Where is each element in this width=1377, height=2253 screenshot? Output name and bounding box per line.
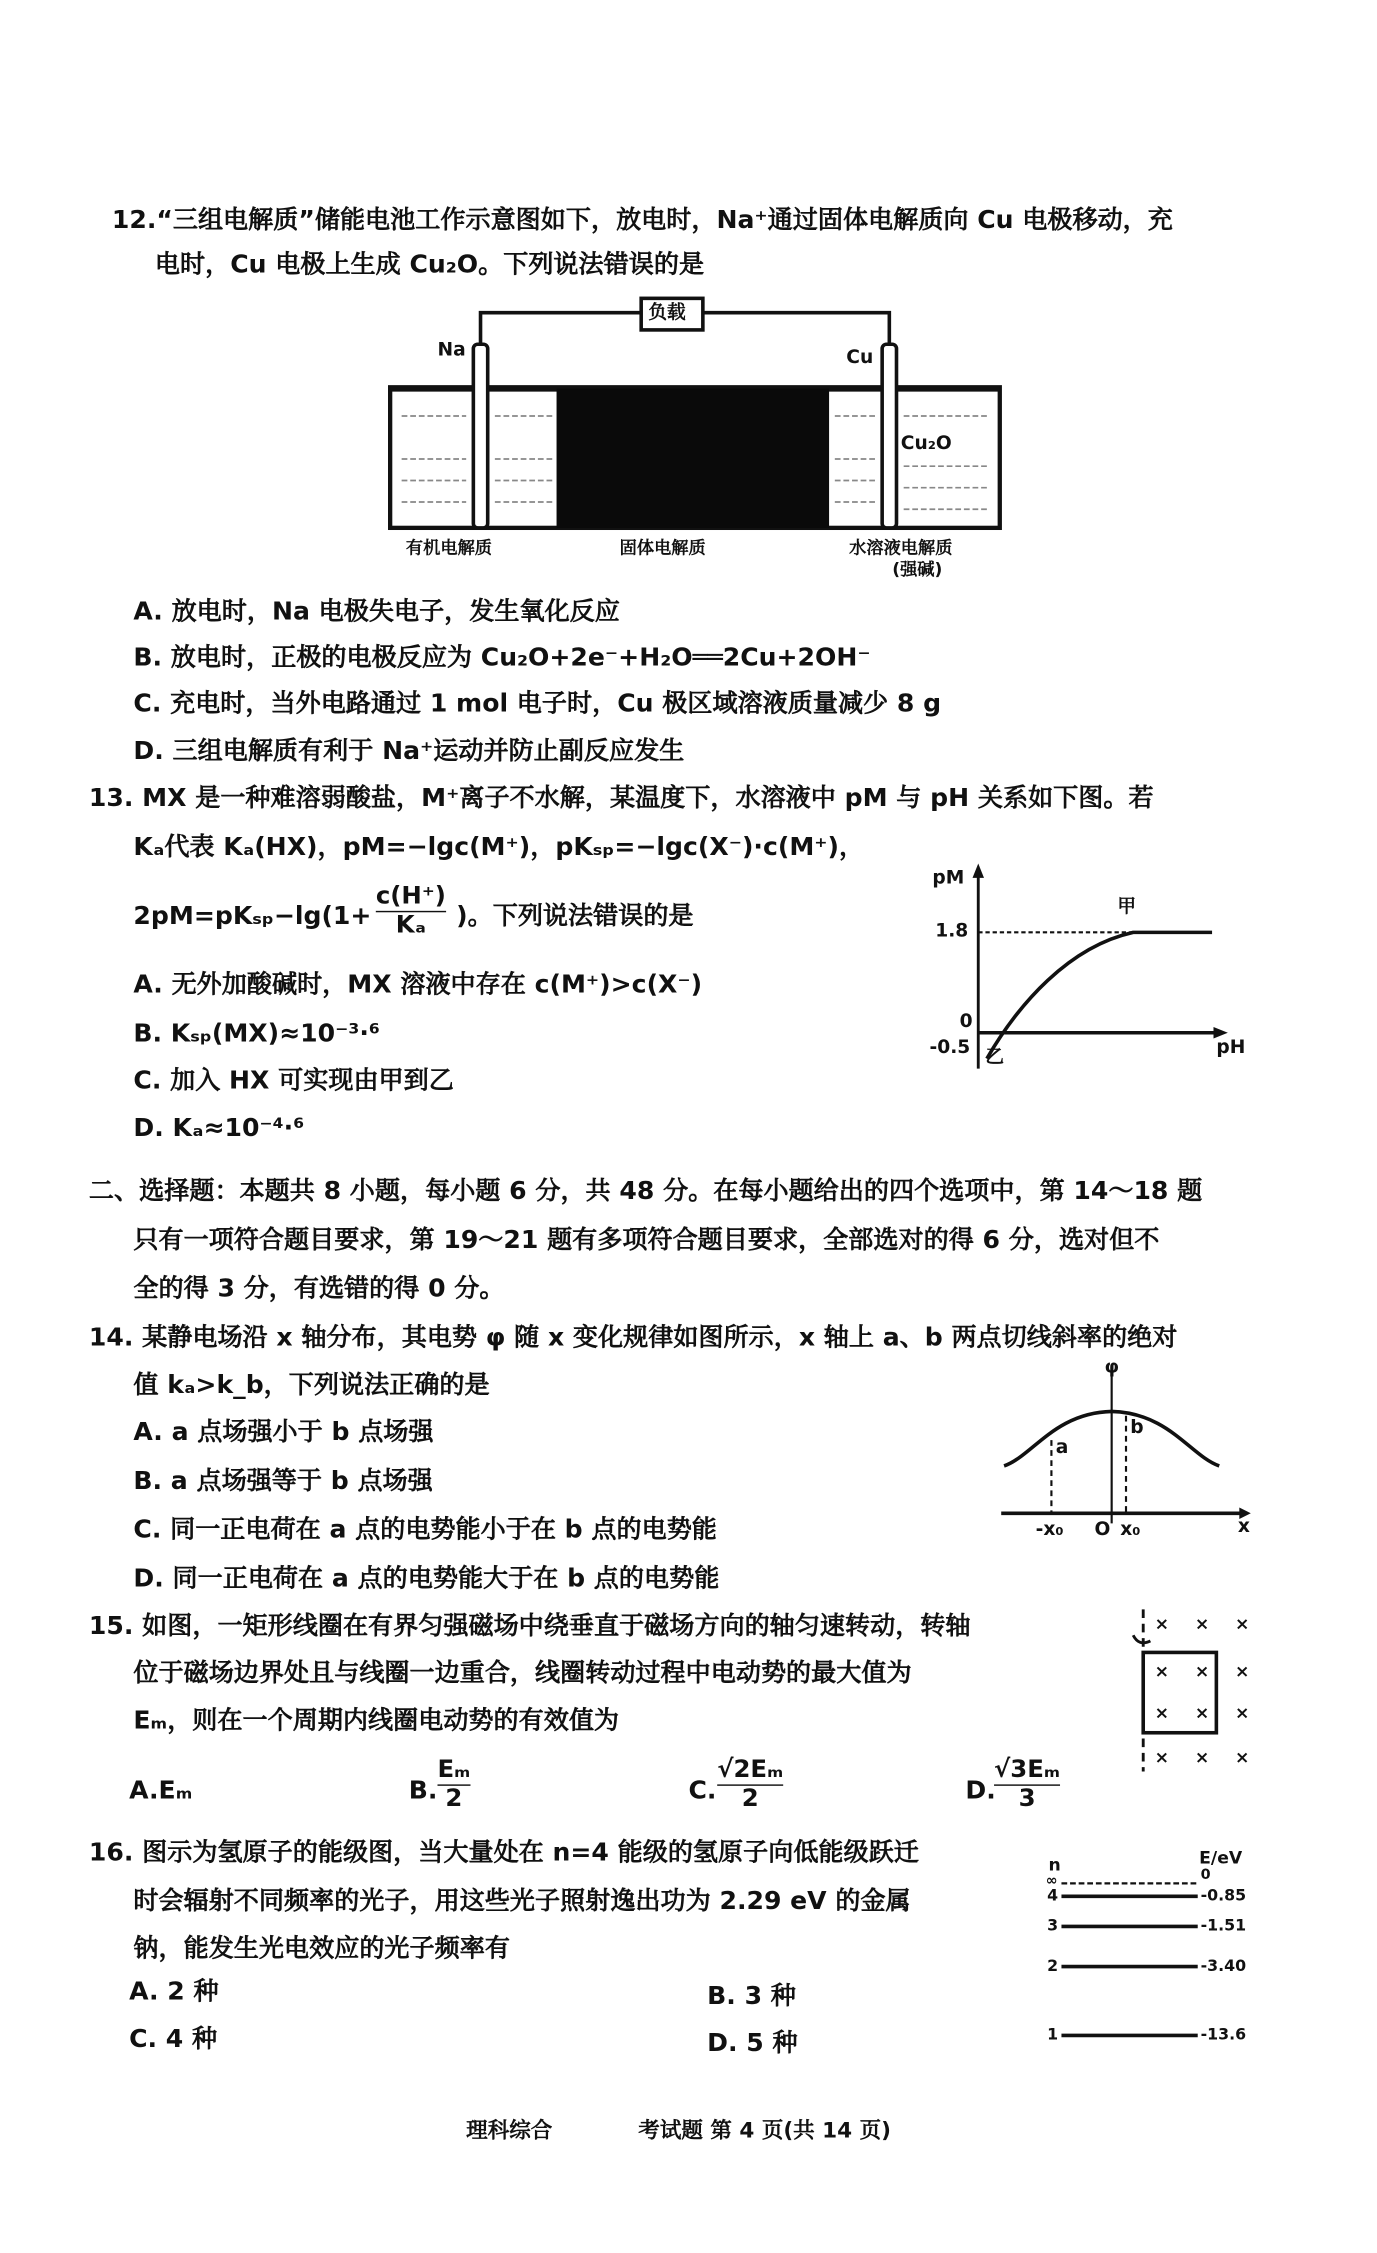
level-n-1: 1: [1047, 2025, 1059, 2045]
svg-text:×: ×: [1154, 1703, 1170, 1724]
q13-formula-post: )。下列说法错误的是: [456, 902, 694, 931]
svg-text:×: ×: [1154, 1614, 1170, 1635]
level-e-4: -0.85: [1200, 1886, 1247, 1905]
section2-line2: 只有一项符合题目要求，第 19～21 题有多项符合题目要求，全部选对的得 6 分，选对但不: [133, 1226, 1160, 1256]
q12-option-c: C. 充电时，当外电路通过 1 mol 电子时，Cu 极区域溶液质量减少 8 g: [133, 689, 942, 719]
q16-stem-line2: 时会辐射不同频率的光子，用这些光子照射逸出功为 2.29 eV 的金属: [133, 1887, 911, 1917]
cu-label: Cu: [846, 347, 874, 369]
svg-text:×: ×: [1194, 1747, 1210, 1768]
q16-option-d: D. 5 种: [707, 2029, 798, 2059]
section2-line1: 二、选择题：本题共 8 小题，每小题 6 分，共 48 分。在每小题给出的四个选项中，第 14～18 题: [88, 1177, 1203, 1207]
point-b: b: [1130, 1417, 1144, 1439]
level-n-inf: ∞: [1045, 1873, 1058, 1890]
q16-stem-line1: 16. 图示为氢原子的能级图，当大量处在 n=4 能级的氢原子向低能级跃迁: [88, 1838, 919, 1868]
svg-text:×: ×: [1235, 1661, 1250, 1682]
q14-option-a: A. a 点场强小于 b 点场强: [133, 1418, 434, 1448]
q16-option-c: C. 4 种: [129, 2025, 218, 2055]
option-value: Eₘ: [158, 1777, 193, 1806]
n-axis-label: n: [1048, 1854, 1061, 1875]
section2-line3: 全的得 3 分，有选错的得 0 分。: [133, 1275, 505, 1304]
q13-stem-line1: 13. MX 是一种难溶弱酸盐，M⁺离子不水解，某温度下，水溶液中 pM 与 pH 关系如下图。若: [88, 784, 1154, 814]
q15-option-d-letter: D.: [965, 1777, 996, 1806]
frac-numerator: Eₘ: [437, 1755, 471, 1785]
level-e-1: -13.6: [1200, 2025, 1247, 2045]
svg-text:×: ×: [1154, 1661, 1170, 1682]
q15-option-c-letter: C.: [688, 1777, 717, 1806]
tick-neg-x0: -x₀: [1035, 1519, 1064, 1541]
frac-denominator: 2: [445, 1784, 463, 1814]
cu2o-label: Cu₂O: [900, 433, 952, 455]
q15-stem-line1: 15. 如图，一矩形线圈在有界匀强磁场中绕垂直于磁场方向的轴匀速转动，转轴: [88, 1612, 971, 1641]
frac-denominator: Kₐ: [395, 910, 426, 940]
x-label: x: [1237, 1516, 1250, 1538]
q16-option-a: A. 2 种: [129, 1978, 219, 2007]
svg-text:×: ×: [1194, 1703, 1210, 1724]
phi-label: φ: [1104, 1356, 1120, 1379]
tick-0: 0: [959, 1011, 973, 1033]
q13-stem-line2: Kₐ代表 Kₐ(HX)，pM=−lgc(M⁺)，pKₛₚ=−lgc(X⁻)·c(M⁺)，: [133, 833, 865, 863]
aqueous-electrolyte-label: 水溶液电解质: [849, 537, 953, 558]
load-label: 负载: [648, 302, 686, 325]
q16-option-b: B. 3 种: [707, 1982, 796, 2012]
level-n-3: 3: [1047, 1916, 1059, 1936]
q16-stem-line3: 钠，能发生光电效应的光子频率有: [133, 1935, 510, 1964]
q15-option-b-letter: B.: [408, 1777, 438, 1806]
origin-label: O: [1094, 1519, 1111, 1541]
point-a: a: [1055, 1437, 1069, 1459]
level-e-2: -3.40: [1200, 1956, 1247, 1976]
frac-numerator: c(H⁺): [375, 882, 446, 911]
level-n-4: 4: [1047, 1886, 1059, 1905]
tick-neg-0-5: -0.5: [929, 1037, 971, 1059]
q15-stem-line2: 位于磁场边界处且与线圈一边重合，线圈转动过程中电动势的最大值为: [133, 1659, 912, 1689]
q13-formula-pre: 2pM=pKₛₚ−lg(1+: [133, 902, 372, 931]
option-letter: A.: [129, 1777, 159, 1806]
q13-option-b: B. Kₛₚ(MX)≈10⁻³·⁶: [133, 1019, 380, 1049]
frac-denominator: 2: [741, 1784, 759, 1814]
q14-option-d: D. 同一正电荷在 a 点的电势能大于在 b 点的电势能: [133, 1564, 720, 1594]
frac-numerator: √2Eₘ: [717, 1755, 784, 1785]
q13-option-d: D. Kₐ≈10⁻⁴·⁶: [133, 1114, 305, 1144]
level-e-inf: 0: [1200, 1867, 1211, 1884]
svg-text:×: ×: [1194, 1614, 1210, 1635]
aqueous-note: (强碱): [892, 559, 943, 580]
tick-x0: x₀: [1120, 1519, 1141, 1541]
frac-denominator: 3: [1018, 1784, 1036, 1814]
q12-stem-line1: 12.“三组电解质”储能电池工作示意图如下，放电时，Na⁺通过固体电解质向 Cu 电极移动，充: [111, 206, 1173, 236]
graph-xlabel: pH: [1216, 1037, 1246, 1059]
na-label: Na: [437, 339, 466, 362]
organic-electrolyte-label: 有机电解质: [405, 537, 493, 558]
graph-ylabel: pM: [932, 867, 965, 890]
svg-text:×: ×: [1235, 1703, 1250, 1724]
frac-numerator: √3Eₘ: [994, 1755, 1061, 1785]
q14-stem-line2: 值 kₐ>k_b，下列说法正确的是: [133, 1371, 490, 1400]
point-jia: 甲: [1117, 896, 1137, 919]
svg-text:×: ×: [1194, 1661, 1210, 1682]
svg-text:×: ×: [1154, 1747, 1170, 1768]
level-e-3: -1.51: [1200, 1916, 1247, 1936]
q12-option-a: A. 放电时，Na 电极失电子，发生氧化反应: [133, 598, 620, 627]
solid-electrolyte-label: 固体电解质: [619, 537, 706, 558]
footer-subject: 理科综合: [466, 2117, 553, 2143]
energy-axis-label: E/eV: [1199, 1847, 1243, 1868]
q13-option-a: A. 无外加酸碱时，MX 溶液中存在 c(M⁺)>c(X⁻): [133, 971, 703, 1000]
q15-stem-line3: Eₘ，则在一个周期内线圈电动势的有效值为: [133, 1706, 620, 1736]
q12-option-d: D. 三组电解质有利于 Na⁺运动并防止副反应发生: [133, 737, 685, 766]
footer-page: 考试题 第 4 页(共 14 页): [638, 2117, 891, 2143]
point-yi: 乙: [985, 1047, 1005, 1069]
svg-text:×: ×: [1235, 1747, 1250, 1768]
q14-option-c: C. 同一正电荷在 a 点的电势能小于在 b 点的电势能: [133, 1516, 717, 1545]
level-n-2: 2: [1047, 1956, 1059, 1976]
tick-1-8: 1.8: [935, 920, 969, 943]
q13-option-c: C. 加入 HX 可实现由甲到乙: [133, 1067, 454, 1096]
q14-option-b: B. a 点场强等于 b 点场强: [133, 1467, 433, 1497]
q12-option-b: B. 放电时，正极的电极反应为 Cu₂O+2e⁻+H₂O══2Cu+2OH⁻: [133, 644, 871, 673]
q14-stem-line1: 14. 某静电场沿 x 轴分布，其电势 φ 随 x 变化规律如图所示，x 轴上 a、b 两点切线斜率的绝对: [88, 1323, 1178, 1353]
q12-stem-line2: 电时，Cu 电极上生成 Cu₂O。下列说法错误的是: [154, 251, 705, 280]
svg-text:×: ×: [1235, 1614, 1250, 1635]
